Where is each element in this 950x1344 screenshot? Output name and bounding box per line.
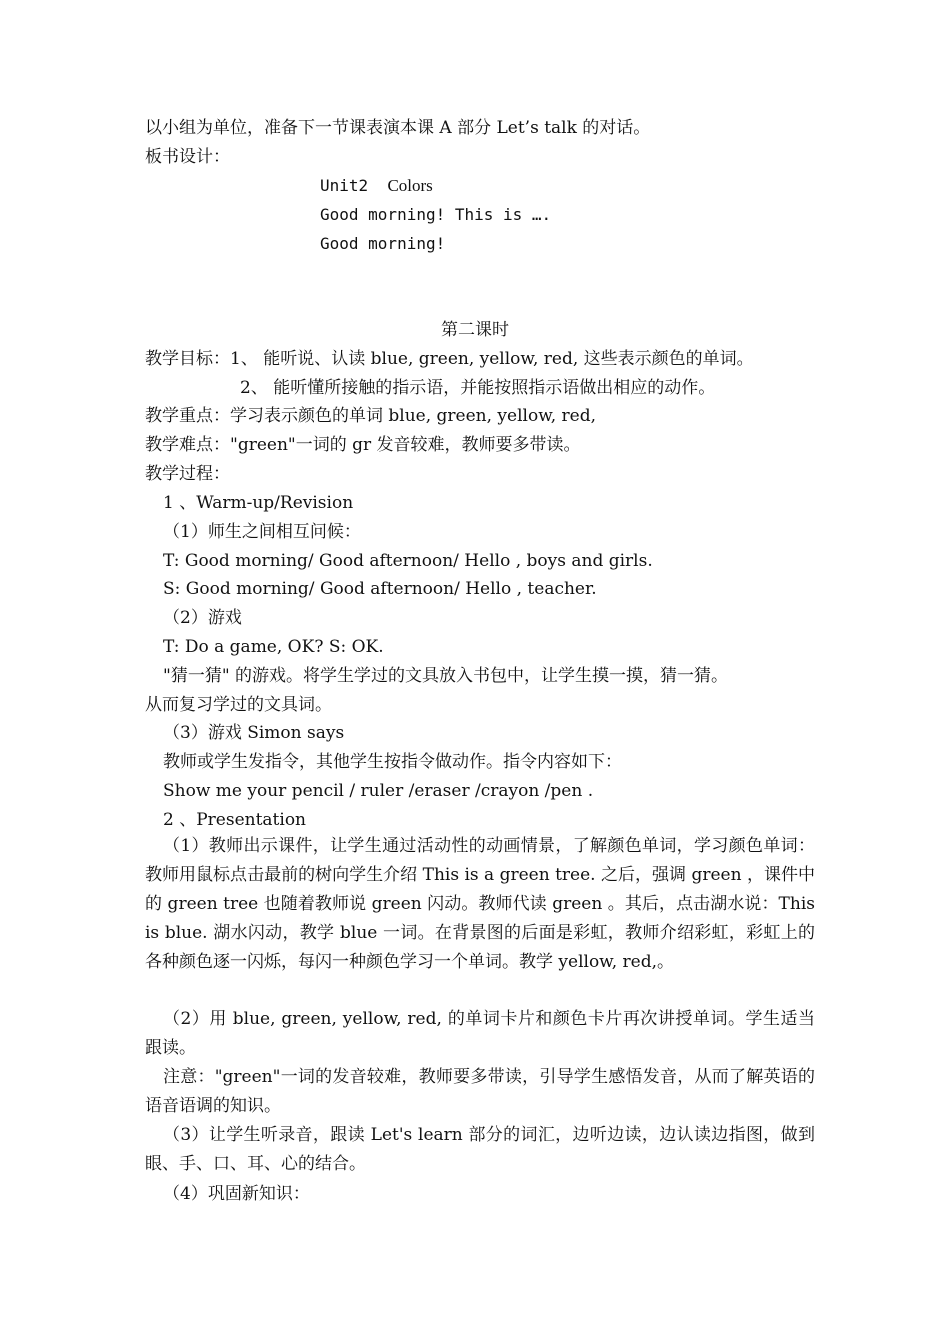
- board-line-3: Good morning!: [320, 234, 446, 253]
- board-line-2: Good morning! This is ….: [320, 205, 552, 224]
- simon-says-commands: Show me your pencil / ruler /eraser /crayon /pen .: [163, 781, 594, 801]
- presentation-para-2: （2）用 blue, green, yellow, red, 的单词卡片和颜色卡片再次讲授单词。学生适当跟读。: [145, 1009, 815, 1058]
- step-1-item-3: （3）游戏 Simon says: [163, 723, 345, 743]
- greeting-teacher: T: Good morning/ Good afternoon/ Hello , boys and girls.: [163, 551, 653, 571]
- step-1-item-1: （1）师生之间相互问候：: [163, 522, 361, 542]
- presentation-para-4: （4）巩固新知识：: [163, 1184, 310, 1204]
- presentation-para-3: （3）让学生听录音，跟读 Let's learn 部分的词汇，边听边读，边认读边指图，做到眼、手、口、耳、心的结合。: [145, 1125, 815, 1174]
- step-2-heading: 2 、Presentation: [163, 810, 306, 830]
- step-1-item-2: （2）游戏: [163, 608, 242, 628]
- board-unit: Unit2: [320, 176, 369, 195]
- teaching-goal-1: 教学目标：1、 能听说、认读 blue, green, yellow, red, 这些表示颜色的单词。: [145, 349, 754, 369]
- board-unit-line: [320, 174, 433, 198]
- teaching-difficulty: 教学难点："green"一词的 gr 发音较难，教师要多带读。: [145, 435, 581, 455]
- presentation-note: 注意："green"一词的发音较难，教师要多带读，引导学生感悟发音，从而了解英语的语音语调的知识。: [145, 1067, 815, 1116]
- simon-says-desc: 教师或学生发指令，其他学生按指令做动作。指令内容如下：: [163, 752, 622, 772]
- game-dialogue: T: Do a game, OK? S: OK.: [163, 637, 384, 657]
- prep-instruction: 以小组为单位，准备下一节课表演本课 A 部分 Let’s talk 的对话。: [145, 118, 651, 138]
- teaching-focus: 教学重点：学习表示颜色的单词 blue, green, yellow, red,: [145, 406, 597, 426]
- presentation-para-1: （1）教师出示课件，让学生通过活动性的动画情景，了解颜色单词，学习颜色单词：教师用鼠标点击最前的树向学生介绍 This is a green tree. 之后，强调 green ，课件中的 green tree 也随着教师说 green 闪动。教师代读 green 。其后，点击湖水说：This is blue. 湖水闪动，教学 blue 一词。在背景图的后面是彩虹，教师介绍彩虹，彩虹上的各种颜色逐一闪烁，每闪一种颜色学习一个单词。教学 yellow, red,。: [145, 836, 815, 972]
- board-design-label: 板书设计：: [145, 147, 230, 167]
- teaching-goal-2: 2、 能听懂所接触的指示语，并能按照指示语做出相应的动作。: [240, 378, 716, 398]
- lesson-title: 第二课时: [441, 320, 509, 340]
- board-colors: Colors: [387, 176, 433, 195]
- teaching-process-label: 教学过程：: [145, 464, 230, 484]
- guess-game-desc-cont: 从而复习学过的文具词。: [145, 695, 332, 715]
- guess-game-desc: "猜一猜" 的游戏。将学生学过的文具放入书包中，让学生摸一摸，猜一猜。: [163, 666, 729, 686]
- step-1-heading: 1 、Warm-up/Revision: [163, 493, 354, 513]
- greeting-students: S: Good morning/ Good afternoon/ Hello , teacher.: [163, 579, 597, 599]
